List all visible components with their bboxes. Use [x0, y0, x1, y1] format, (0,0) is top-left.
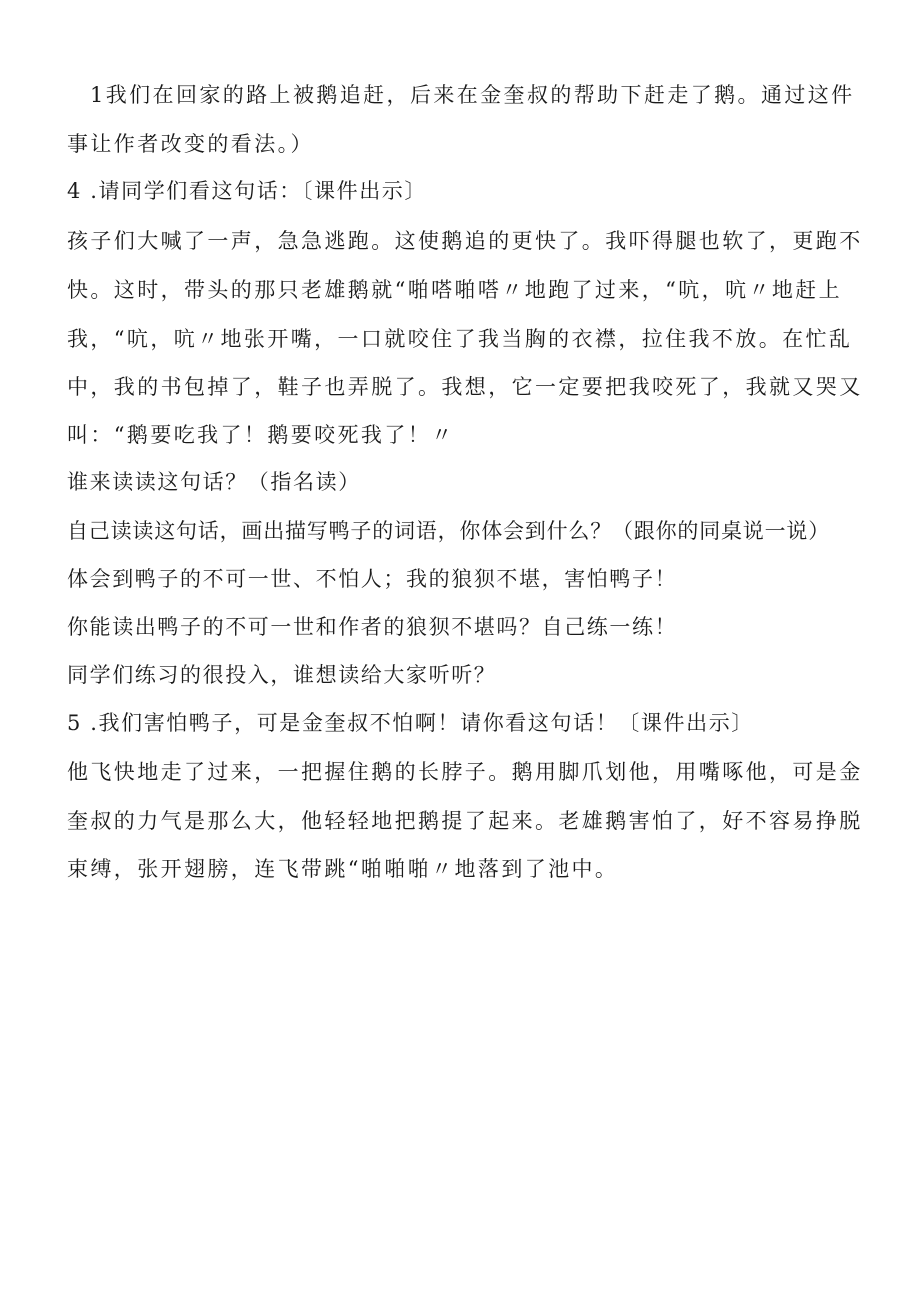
paragraph-line: 体会到鸭子的不可一世、不怕人；我的狼狈不堪，害怕鸭子！ — [67, 567, 678, 591]
paragraph-line: 同学们练习的很投入，谁想读给大家听听？ — [67, 663, 497, 687]
paragraph-line: 1我们在回家的路上被鹅追赶，后来在金奎叔的帮助下赶走了鹅。通过这件 — [90, 83, 855, 107]
section-heading-5: 5 .我们害怕鸭子，可是金奎叔不怕啊！请你看这句话！〔课件出示〕 — [67, 711, 754, 735]
quoted-passage-line: 孩子们大喊了一声，急急逃跑。这使鹅追的更快了。我吓得腿也软了，更跑不 — [67, 229, 863, 253]
quoted-passage-line: 快。这时，带头的那只老雄鹅就“啪嗒啪嗒〃地跑了过来，“吭，吭〃地赶上 — [67, 278, 843, 302]
paragraph-line: 谁来读读这句话？（指名读） — [67, 470, 361, 494]
quoted-passage-line: 中，我的书包掉了，鞋子也弄脱了。我想，它一定要把我咬死了，我就又哭又 — [67, 375, 863, 399]
quoted-passage-line: 束缚，张开翅膀，连飞带跳“啪啪啪〃地落到了池中。 — [67, 857, 619, 881]
quoted-passage-line: 奎叔的力气是那么大，他轻轻地把鹅提了起来。老雄鹅害怕了，好不容易挣脱 — [67, 809, 863, 833]
paragraph-line: 自己读读这句话，画出描写鸭子的词语，你体会到什么？（跟你的同桌说一说） — [67, 519, 830, 543]
section-heading-4: 4 .请同学们看这句话：〔课件出示〕 — [67, 179, 428, 203]
quoted-passage-line: 我，“吭，吭〃地张开嘴，一口就咬住了我当胸的衣襟，拉住我不放。在忙乱 — [67, 327, 853, 351]
quoted-passage-line: 叫：“鹅要吃我了！鹅要咬死我了！〃 — [67, 423, 455, 447]
paragraph-line: 你能读出鸭子的不可一世和作者的狼狈不堪吗？自己练一练！ — [67, 615, 678, 639]
quoted-passage-line: 他飞快地走了过来，一把握住鹅的长脖子。鹅用脚爪划他，用嘴啄他，可是金 — [67, 760, 863, 784]
paragraph-line: 事让作者改变的看法。） — [67, 132, 314, 156]
